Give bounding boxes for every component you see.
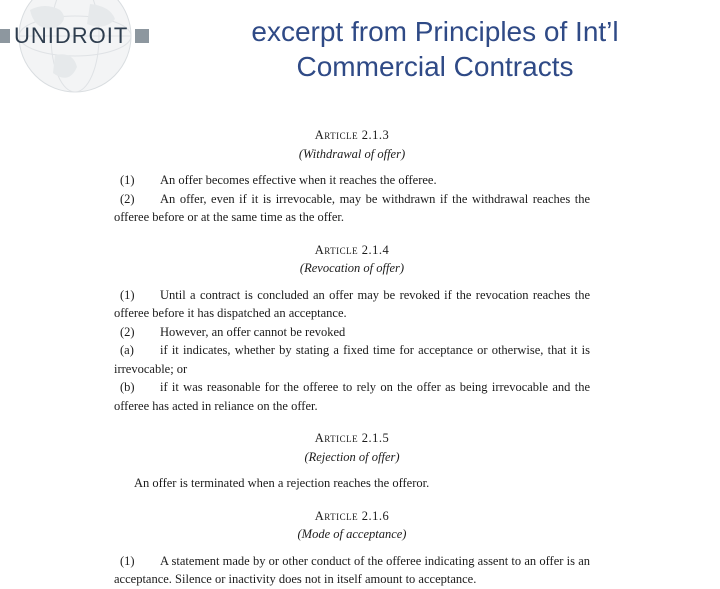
- article-paragraph: (2) However, an offer cannot be revoked: [120, 324, 346, 339]
- article-heading: Article 2.1.4: [314, 242, 390, 257]
- article-paragraph: An offer is terminated when a rejection reaches the offeror.: [134, 476, 430, 490]
- article-2-1-4: [114, 241, 590, 416]
- slide-title: excerpt from Principles of Int’l Commercial Contracts: [251, 16, 619, 82]
- article-subtitle: (Withdrawal of offer): [298, 146, 406, 161]
- logo-bar-right: [135, 29, 149, 43]
- article-paragraph: (b) if it was reasonable for the offeree to rely on the offer as being irrevocable and the offeree has acted in reliance on the offer.: [114, 380, 590, 413]
- article-paragraph: (a) if it indicates, whether by stating a fixed time for acceptance or otherwise, that it is irrevocable; or: [114, 343, 590, 376]
- logo-text: UNIDROIT: [14, 23, 129, 48]
- article-subtitle: (Revocation of offer): [299, 261, 405, 275]
- globe-icon: [0, 0, 160, 100]
- article-paragraph: (1) Until a contract is concluded an offer may be revoked if the revocation reaches the offeree before it has dispatched an acceptance.: [114, 287, 590, 320]
- article-heading: Article 2.1.6: [314, 508, 390, 523]
- logo-bar-left: [0, 29, 10, 43]
- unidroit-logo: [0, 0, 160, 100]
- document-excerpt: [114, 124, 590, 589]
- article-2-1-3: [114, 126, 590, 227]
- article-2-1-6: [114, 507, 590, 589]
- article-heading: Article 2.1.3: [314, 128, 390, 142]
- article-paragraph: (1) An offer becomes effective when it reaches the offeree.: [120, 173, 437, 187]
- article-subtitle: (Rejection of offer): [304, 449, 400, 464]
- article-paragraph: (2) An offer, even if it is irrevocable, may be withdrawn if the withdrawal reaches the offeree before or at the same time as the offer.: [114, 191, 590, 224]
- article-heading: Article 2.1.5: [314, 431, 390, 445]
- article-subtitle: (Mode of acceptance): [297, 527, 407, 541]
- article-paragraph: (1) A statement made by or other conduct of the offeree indicating assent to an offer is an acceptance. Silence or inactivity does not in itself amount to acceptance.: [114, 553, 590, 586]
- article-2-1-5: [114, 429, 590, 493]
